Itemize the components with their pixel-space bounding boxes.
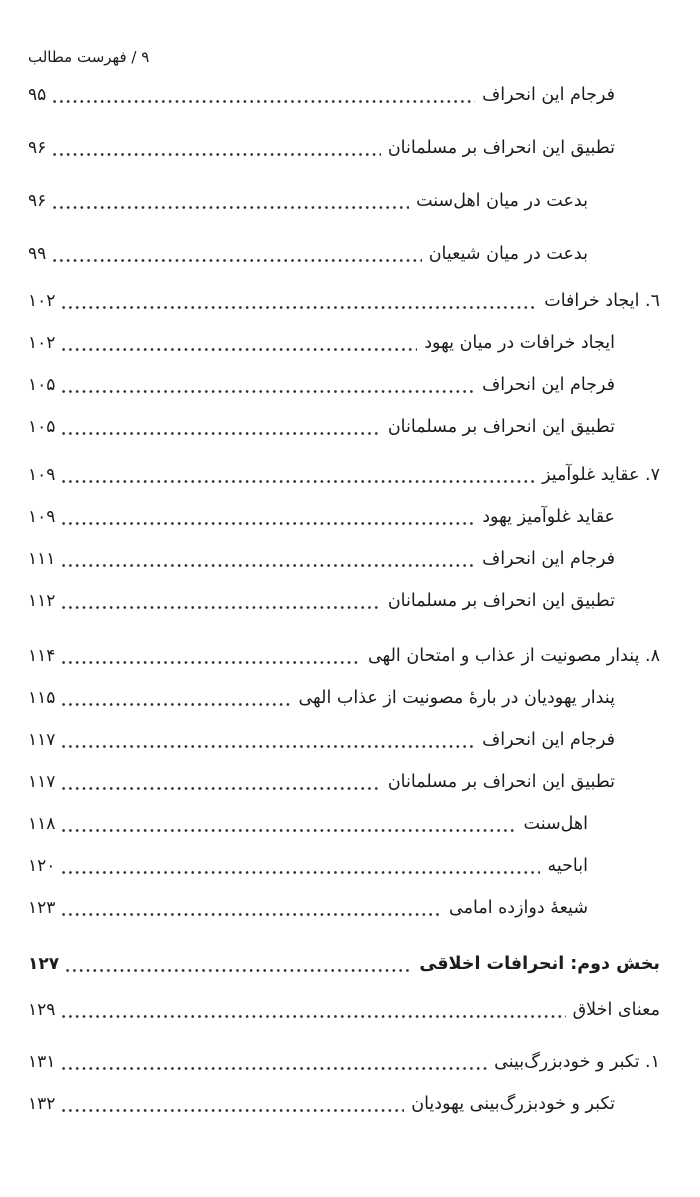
toc-entry-title: اباحیه	[547, 856, 588, 876]
dot-leader	[62, 606, 380, 609]
toc-entry-title: اهل‌سنت	[523, 814, 588, 834]
toc-entry-title: عقاید غلوآمیز یهود	[482, 507, 615, 527]
toc-row	[28, 943, 660, 985]
toc-row	[28, 406, 660, 448]
toc-entry-page-number: ۱۱۷	[28, 730, 56, 750]
toc-row	[28, 280, 660, 322]
toc-row	[28, 887, 660, 929]
dot-leader	[62, 1067, 487, 1070]
running-head: ۹ / فهرست مطالب	[28, 48, 150, 66]
toc-row	[28, 74, 660, 116]
toc-entry-page-number: ۱۳۲	[28, 1094, 56, 1114]
toc-row	[28, 538, 660, 580]
toc-entry-title: ٧. عقاید غلوآمیز	[542, 465, 660, 485]
toc-row	[28, 127, 660, 169]
toc-entry-title: ٦. ایجاد خرافات	[544, 291, 660, 311]
toc-entry-title: ٨. پندار مصونیت از عذاب و امتحان الهی	[367, 646, 660, 666]
dot-leader	[62, 703, 291, 706]
dot-leader	[62, 913, 442, 916]
dot-leader	[53, 100, 475, 103]
dot-leader	[62, 306, 537, 309]
toc-entry-title: تطبیق این انحراف بر مسلمانان	[387, 138, 615, 158]
toc-entry-page-number: ۱۲۳	[28, 898, 56, 918]
dot-leader	[62, 745, 475, 748]
toc-entry-page-number: ۱۲۹	[28, 1000, 56, 1020]
toc-entry-title: فرجام این انحراف	[482, 549, 615, 569]
toc-entry-page-number: ۱۰۹	[28, 465, 56, 485]
toc-row	[28, 1041, 660, 1083]
toc-entry-page-number: ۱۱۷	[28, 772, 56, 792]
toc-row	[28, 233, 660, 275]
toc-row	[28, 845, 660, 887]
toc-entry-page-number: ۱۲۷	[28, 954, 60, 974]
dot-leader	[62, 829, 516, 832]
toc-row	[28, 1083, 660, 1125]
toc-entry-title: تکبر و خودبزرگ‌بینی یهودیان	[411, 1094, 615, 1114]
toc-entry-page-number: ۱۱۸	[28, 814, 56, 834]
toc-row	[28, 180, 660, 222]
toc-entry-title: فرجام این انحراف	[482, 85, 615, 105]
toc-row	[28, 803, 660, 845]
dot-leader	[62, 564, 475, 567]
toc-entry-title: بدعت در میان شیعیان	[428, 244, 588, 264]
toc-entry-title: فرجام این انحراف	[482, 730, 615, 750]
toc-entry-title: تطبیق این انحراف بر مسلمانان	[387, 591, 615, 611]
toc-entry-title: پندار یهودیان در بارهٔ مصونیت از عذاب الهی	[298, 688, 615, 708]
toc-row	[28, 496, 660, 538]
toc-entry-page-number: ۹۵	[28, 85, 47, 105]
dot-leader	[53, 153, 381, 156]
toc-row	[28, 580, 660, 622]
dot-leader	[62, 787, 380, 790]
dot-leader	[62, 432, 380, 435]
dot-leader	[62, 390, 475, 393]
toc-entry-page-number: ۱۲۰	[28, 856, 56, 876]
toc-entry-page-number: ۱۳۱	[28, 1052, 56, 1072]
toc-entry-title: ١. تکبر و خودبزرگ‌بینی	[494, 1052, 660, 1072]
toc-row	[28, 364, 660, 406]
toc-row	[28, 989, 660, 1031]
toc-entry-title: تطبیق این انحراف بر مسلمانان	[387, 417, 615, 437]
toc-entry-page-number: ۱۰۲	[28, 291, 56, 311]
toc-entry-title: شیعهٔ دوازده امامی	[449, 898, 588, 918]
toc-entry-page-number: ۹۹	[28, 244, 47, 264]
toc-entry-page-number: ۹۶	[28, 138, 47, 158]
toc-row	[28, 322, 660, 364]
toc-entry-title: بخش دوم: انحرافات اخلاقی	[419, 954, 660, 974]
toc-entry-title: بدعت در میان اهل‌سنت	[416, 191, 588, 211]
toc-row	[28, 761, 660, 803]
toc-entry-page-number: ۱۱۱	[28, 549, 56, 569]
toc-entry-page-number: ۱۱۲	[28, 591, 56, 611]
toc-entry-page-number: ۱۰۵	[28, 417, 56, 437]
dot-leader	[53, 259, 421, 262]
toc-entry-page-number: ۱۰۵	[28, 375, 56, 395]
toc-list	[28, 74, 660, 1125]
toc-entry-page-number: ۱۱۵	[28, 688, 56, 708]
dot-leader	[62, 871, 540, 874]
toc-row	[28, 677, 660, 719]
toc-row	[28, 635, 660, 677]
toc-entry-title: ایجاد خرافات در میان یهود	[424, 333, 615, 353]
dot-leader	[62, 522, 475, 525]
dot-leader	[62, 480, 535, 483]
toc-entry-page-number: ۱۰۹	[28, 507, 56, 527]
toc-row	[28, 719, 660, 761]
toc-entry-title: تطبیق این انحراف بر مسلمانان	[387, 772, 615, 792]
dot-leader	[53, 206, 409, 209]
toc-entry-page-number: ۱۱۴	[28, 646, 56, 666]
toc-entry-title: معنای اخلاق	[572, 1000, 660, 1020]
dot-leader	[62, 1015, 565, 1018]
dot-leader	[62, 348, 417, 351]
dot-leader	[62, 1109, 404, 1112]
toc-entry-page-number: ۱۰۲	[28, 333, 56, 353]
toc-entry-title: فرجام این انحراف	[482, 375, 615, 395]
toc-entry-page-number: ۹۶	[28, 191, 47, 211]
dot-leader	[66, 969, 412, 972]
toc-row	[28, 454, 660, 496]
dot-leader	[62, 661, 361, 664]
